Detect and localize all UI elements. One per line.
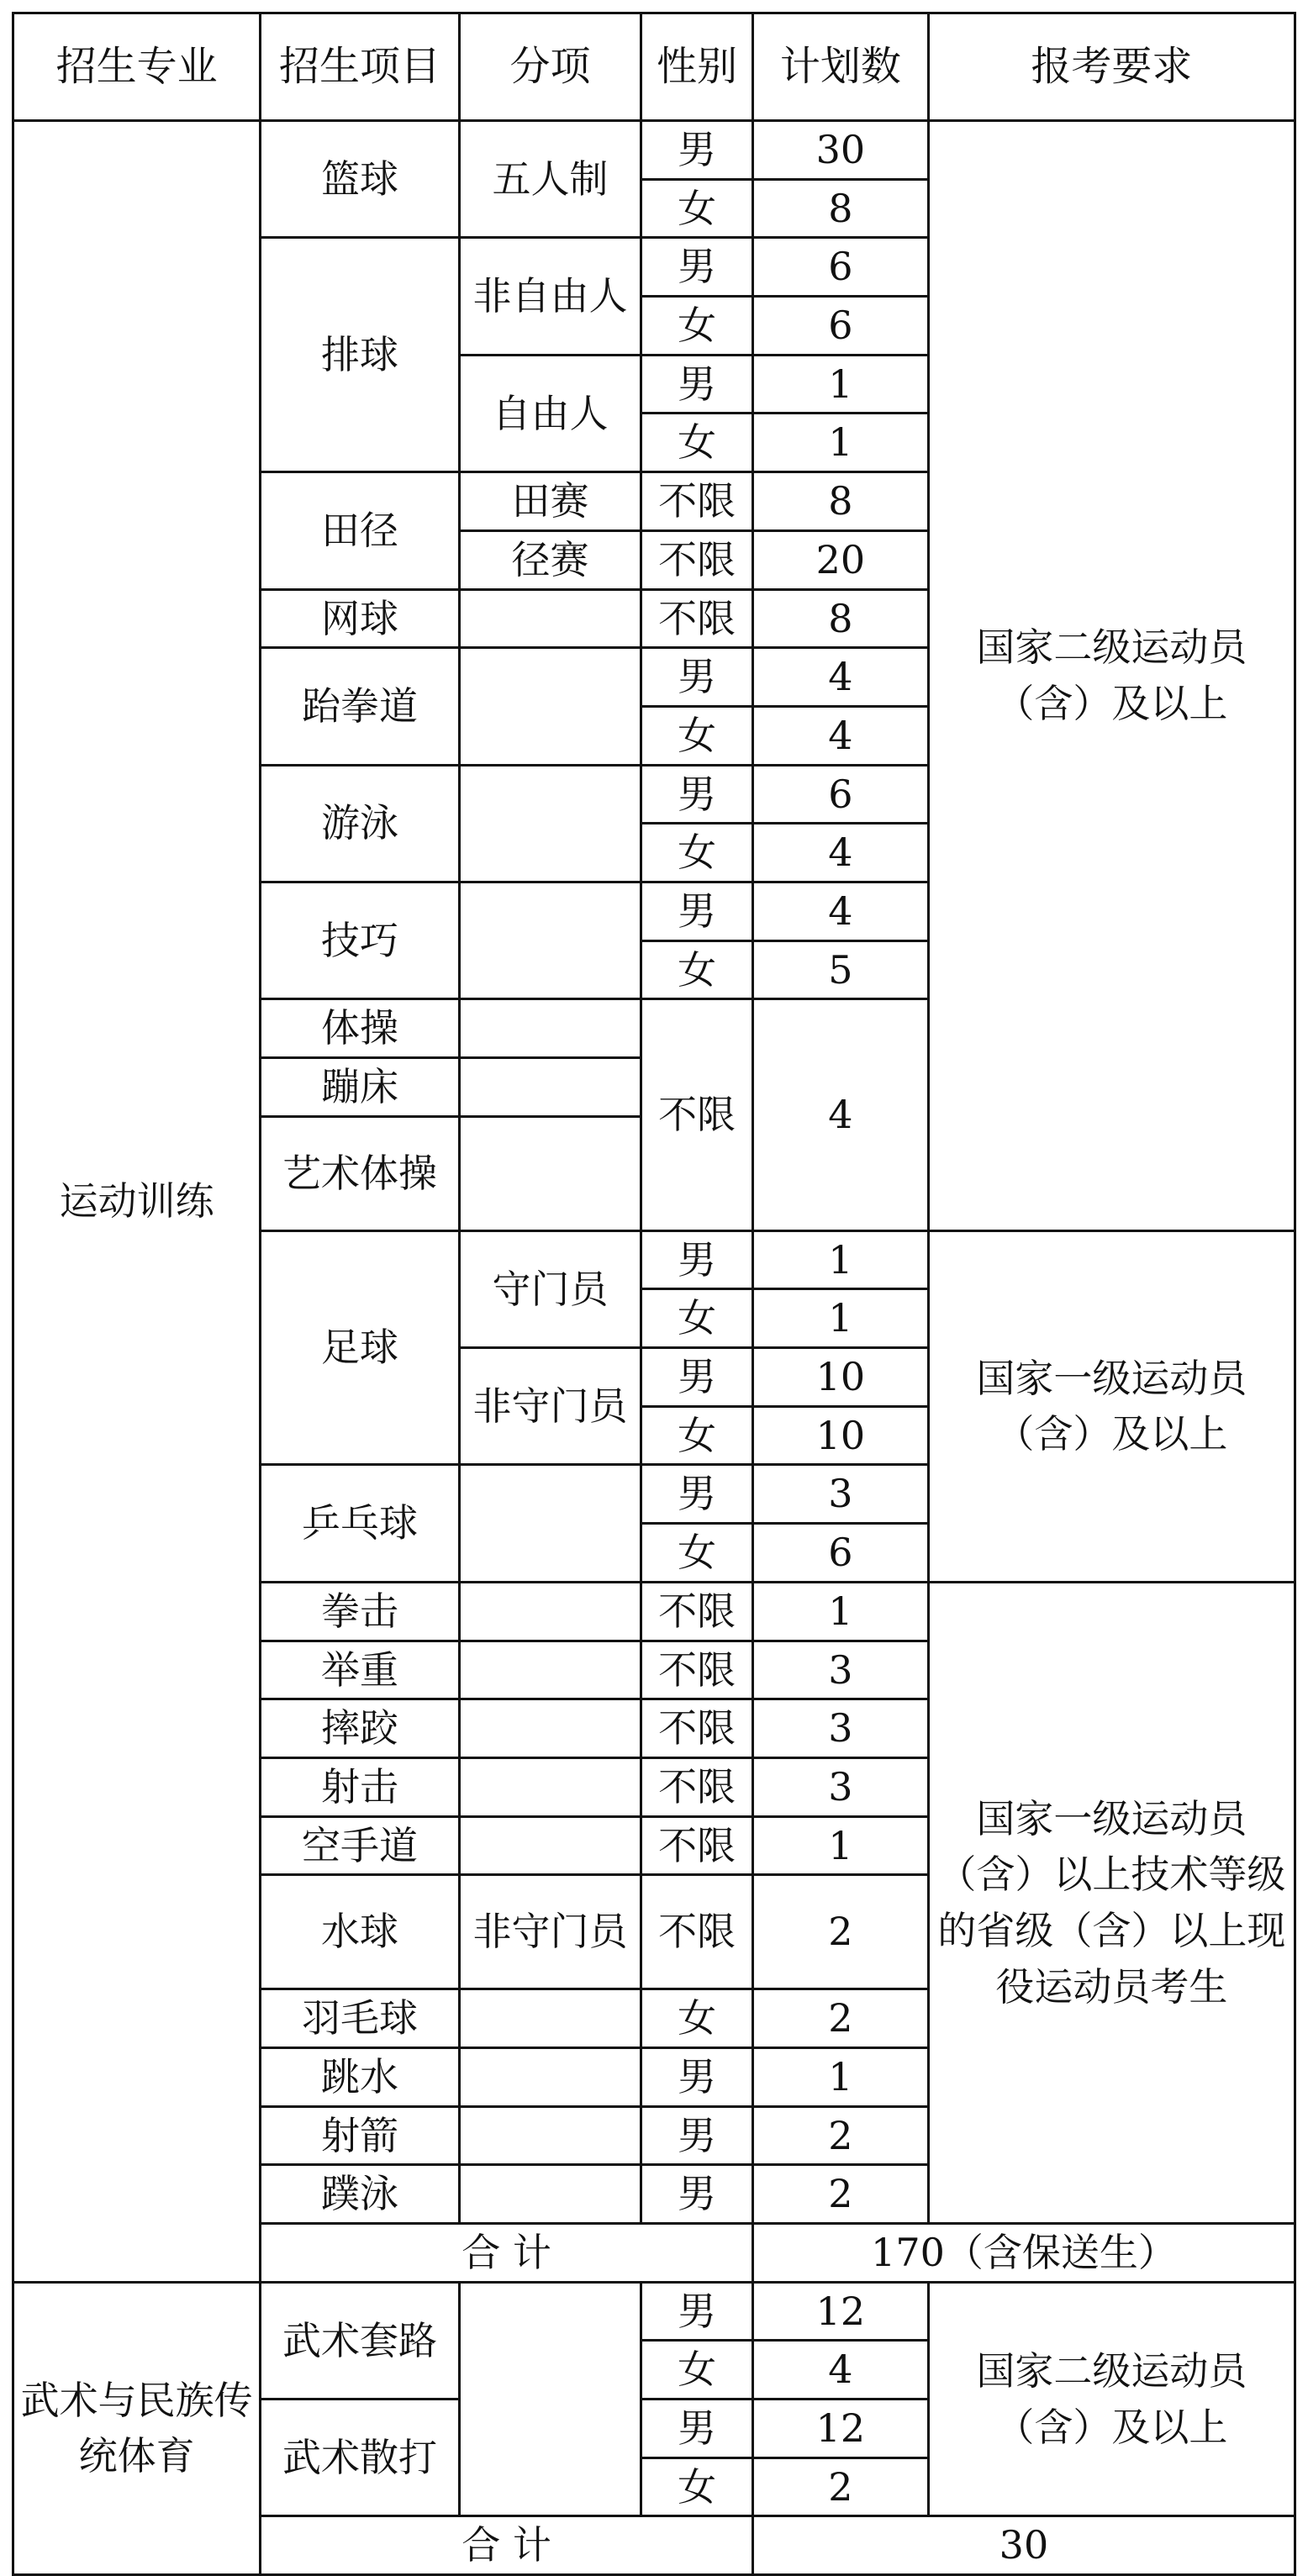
header-cell: 分项 — [459, 13, 641, 121]
header-cell: 招生项目 — [261, 13, 459, 121]
header-cell: 招生专业 — [13, 13, 261, 121]
project-cell: 蹦床 — [261, 1058, 459, 1117]
gender-cell: 男 — [641, 1465, 753, 1524]
project-cell: 技巧 — [261, 882, 459, 998]
gender-cell: 不限 — [641, 472, 753, 531]
count-cell: 12 — [752, 2400, 928, 2458]
gender-cell: 女 — [641, 824, 753, 882]
project-cell: 艺术体操 — [261, 1116, 459, 1230]
project-cell: 羽毛球 — [261, 1989, 459, 2048]
gender-cell: 女 — [641, 414, 753, 472]
subitem-cell — [459, 2165, 641, 2224]
count-cell: 10 — [752, 1406, 928, 1465]
count-cell: 5 — [752, 940, 928, 999]
count-cell: 6 — [752, 238, 928, 297]
subitem-cell: 非自由人 — [459, 238, 641, 355]
gender-cell: 女 — [641, 1289, 753, 1348]
subitem-cell — [459, 1641, 641, 1699]
project-cell: 水球 — [261, 1875, 459, 1989]
enrollment-plan-table — [12, 12, 1296, 2576]
subitem-cell — [459, 1757, 641, 1816]
count-cell: 3 — [752, 1465, 928, 1524]
gender-cell: 不限 — [641, 589, 753, 648]
count-cell: 6 — [752, 765, 928, 824]
count-cell: 6 — [752, 297, 928, 356]
gender-cell: 女 — [641, 706, 753, 765]
subitem-cell: 五人制 — [459, 121, 641, 238]
gender-cell: 男 — [641, 121, 753, 180]
project-cell: 武术套路 — [261, 2282, 459, 2399]
count-cell: 4 — [752, 706, 928, 765]
project-cell: 武术散打 — [261, 2400, 459, 2516]
project-cell: 排球 — [261, 238, 459, 472]
count-cell: 2 — [752, 2457, 928, 2516]
requirement-cell: 国家一级运动员（含）以上技术等级的省级（含）以上现役运动员考生 — [928, 1582, 1295, 2223]
gender-cell: 不限 — [641, 1641, 753, 1699]
subitem-cell — [459, 1465, 641, 1582]
subitem-cell — [459, 2106, 641, 2165]
count-cell: 8 — [752, 472, 928, 531]
gender-cell: 男 — [641, 2106, 753, 2165]
requirement-cell: 国家二级运动员（含）及以上 — [928, 121, 1295, 1231]
gender-cell: 不限 — [641, 1757, 753, 1816]
gender-cell: 女 — [641, 940, 753, 999]
gender-cell: 女 — [641, 297, 753, 356]
subitem-cell — [459, 648, 641, 765]
subitem-cell — [459, 1582, 641, 1641]
project-cell: 田径 — [261, 472, 459, 589]
requirement-cell: 国家二级运动员（含）及以上 — [928, 2282, 1295, 2516]
subitem-cell — [459, 2282, 641, 2516]
project-cell: 射击 — [261, 1757, 459, 1816]
major-cell: 武术与民族传统体育 — [13, 2282, 261, 2574]
gender-cell: 男 — [641, 1230, 753, 1289]
header-cell: 报考要求 — [928, 13, 1295, 121]
project-cell: 蹼泳 — [261, 2165, 459, 2224]
total-value: 170（含保送生） — [752, 2224, 1295, 2283]
project-cell: 网球 — [261, 589, 459, 648]
subitem-cell: 非守门员 — [459, 1348, 641, 1465]
project-cell: 跆拳道 — [261, 648, 459, 765]
total-label: 合 计 — [261, 2516, 753, 2575]
table-row — [13, 121, 1295, 180]
subitem-cell — [459, 1816, 641, 1875]
subitem-cell — [459, 1058, 641, 1117]
count-cell: 3 — [752, 1641, 928, 1699]
gender-cell: 男 — [641, 2282, 753, 2341]
gender-cell: 不限 — [641, 530, 753, 589]
subitem-cell — [459, 2047, 641, 2106]
header-cell: 性别 — [641, 13, 753, 121]
count-cell: 1 — [752, 1289, 928, 1348]
count-cell: 2 — [752, 1875, 928, 1989]
subitem-cell — [459, 589, 641, 648]
count-cell: 4 — [752, 2341, 928, 2400]
gender-cell: 女 — [641, 2457, 753, 2516]
count-cell: 1 — [752, 2047, 928, 2106]
gender-cell: 不限 — [641, 1699, 753, 1758]
count-cell: 2 — [752, 2106, 928, 2165]
count-cell: 30 — [752, 121, 928, 180]
count-cell: 1 — [752, 1582, 928, 1641]
count-cell: 2 — [752, 2165, 928, 2224]
gender-cell: 不限 — [641, 1816, 753, 1875]
project-cell: 拳击 — [261, 1582, 459, 1641]
gender-cell: 女 — [641, 179, 753, 238]
gender-cell: 女 — [641, 1406, 753, 1465]
project-cell: 跳水 — [261, 2047, 459, 2106]
gender-cell: 女 — [641, 1524, 753, 1583]
subitem-cell — [459, 882, 641, 998]
gender-cell: 男 — [641, 2165, 753, 2224]
subitem-cell: 自由人 — [459, 355, 641, 471]
count-cell: 4 — [752, 648, 928, 707]
count-cell: 12 — [752, 2282, 928, 2341]
count-cell: 3 — [752, 1757, 928, 1816]
gender-cell: 女 — [641, 1989, 753, 2048]
header-row — [13, 13, 1295, 121]
gender-cell: 男 — [641, 355, 753, 414]
subitem-cell: 径赛 — [459, 530, 641, 589]
subitem-cell: 非守门员 — [459, 1875, 641, 1989]
gender-cell: 男 — [641, 238, 753, 297]
subitem-cell — [459, 1699, 641, 1758]
gender-cell: 不限 — [641, 999, 753, 1230]
header-cell: 计划数 — [752, 13, 928, 121]
project-cell: 游泳 — [261, 765, 459, 882]
project-cell: 乒乓球 — [261, 1465, 459, 1582]
count-cell: 20 — [752, 530, 928, 589]
count-cell: 1 — [752, 1230, 928, 1289]
total-label: 合 计 — [261, 2224, 753, 2283]
table-row — [13, 2282, 1295, 2341]
total-value: 30 — [752, 2516, 1295, 2575]
count-cell: 10 — [752, 1348, 928, 1407]
count-cell: 1 — [752, 355, 928, 414]
count-cell: 8 — [752, 179, 928, 238]
gender-cell: 女 — [641, 2341, 753, 2400]
count-cell: 4 — [752, 999, 928, 1230]
subitem-cell — [459, 1989, 641, 2048]
count-cell: 3 — [752, 1699, 928, 1758]
project-cell: 空手道 — [261, 1816, 459, 1875]
subitem-cell: 守门员 — [459, 1230, 641, 1347]
project-cell: 体操 — [261, 999, 459, 1058]
subitem-cell — [459, 1116, 641, 1230]
count-cell: 4 — [752, 882, 928, 940]
subitem-cell: 田赛 — [459, 472, 641, 531]
requirement-cell: 国家一级运动员（含）及以上 — [928, 1230, 1295, 1582]
gender-cell: 男 — [641, 2400, 753, 2458]
count-cell: 6 — [752, 1524, 928, 1583]
project-cell: 射箭 — [261, 2106, 459, 2165]
count-cell: 2 — [752, 1989, 928, 2048]
gender-cell: 男 — [641, 882, 753, 940]
gender-cell: 男 — [641, 648, 753, 707]
project-cell: 摔跤 — [261, 1699, 459, 1758]
project-cell: 举重 — [261, 1641, 459, 1699]
project-cell: 足球 — [261, 1230, 459, 1465]
major-cell: 运动训练 — [13, 121, 261, 2283]
gender-cell: 男 — [641, 765, 753, 824]
count-cell: 1 — [752, 414, 928, 472]
count-cell: 1 — [752, 1816, 928, 1875]
count-cell: 4 — [752, 824, 928, 882]
subitem-cell — [459, 999, 641, 1058]
subitem-cell — [459, 765, 641, 882]
gender-cell: 男 — [641, 1348, 753, 1407]
count-cell: 8 — [752, 589, 928, 648]
gender-cell: 不限 — [641, 1875, 753, 1989]
gender-cell: 不限 — [641, 1582, 753, 1641]
gender-cell: 男 — [641, 2047, 753, 2106]
project-cell: 篮球 — [261, 121, 459, 238]
